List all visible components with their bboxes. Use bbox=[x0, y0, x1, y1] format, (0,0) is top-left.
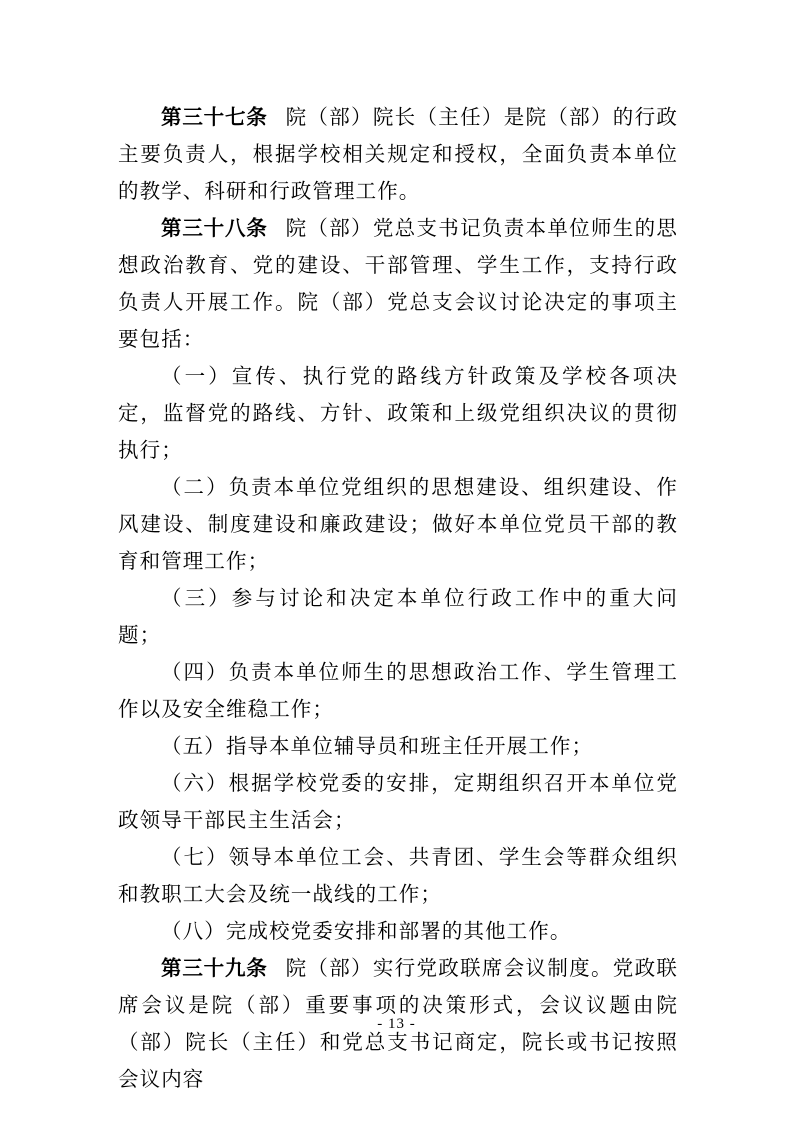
article-39-heading: 第三十九条 bbox=[161, 956, 268, 980]
list-item-4: （四）负责本单位师生的思想政治工作、学生管理工作以及安全维稳工作； bbox=[118, 660, 678, 721]
list-item-2: （二）负责本单位党组织的思想建设、组织建设、作风建设、制度建设和廉政建设；做好本单位党员干部的教育和管理工作； bbox=[118, 475, 678, 573]
list-item-3: （三）参与讨论和决定本单位行政工作中的重大问题； bbox=[118, 586, 678, 647]
document-body bbox=[118, 99, 678, 1098]
list-item-8: （八）完成校党委安排和部署的其他工作。 bbox=[161, 919, 572, 943]
article-38 bbox=[118, 210, 678, 358]
list-item-1: （一）宣传、执行党的路线方针政策及学校各项决定，监督党的路线、方针、政策和上级党组织决议的贯彻执行； bbox=[118, 364, 678, 462]
article-39-text: 院（部）实行党政联席会议制度。党政联席会议是院（部）重要事项的决策形式，会议议题由院（部）院长（主任）和党总支书记商定，院长或书记按照会议内容 bbox=[118, 956, 678, 1091]
article-37 bbox=[118, 99, 678, 210]
article-38-heading: 第三十八条 bbox=[161, 216, 268, 240]
article-37-text: 院（部）院长（主任）是院（部）的行政主要负责人，根据学校相关规定和授权，全面负责本单位的教学、科研和行政管理工作。 bbox=[118, 105, 678, 203]
list-item-7: （七）领导本单位工会、共青团、学生会等群众组织和教职工大会及统一战线的工作； bbox=[118, 845, 678, 906]
list-item-6: （六）根据学校党委的安排，定期组织召开本单位党政领导干部民主生活会； bbox=[118, 771, 678, 832]
page-number: - 13 - bbox=[377, 1016, 416, 1032]
article-38-text: 院（部）党总支书记负责本单位师生的思想政治教育、党的建设、干部管理、学生工作，支持行政负责人开展工作。院（部）党总支会议讨论决定的事项主要包括： bbox=[118, 216, 678, 351]
article-37-heading: 第三十七条 bbox=[161, 105, 268, 129]
list-item-5: （五）指导本单位辅导员和班主任开展工作； bbox=[161, 734, 594, 758]
